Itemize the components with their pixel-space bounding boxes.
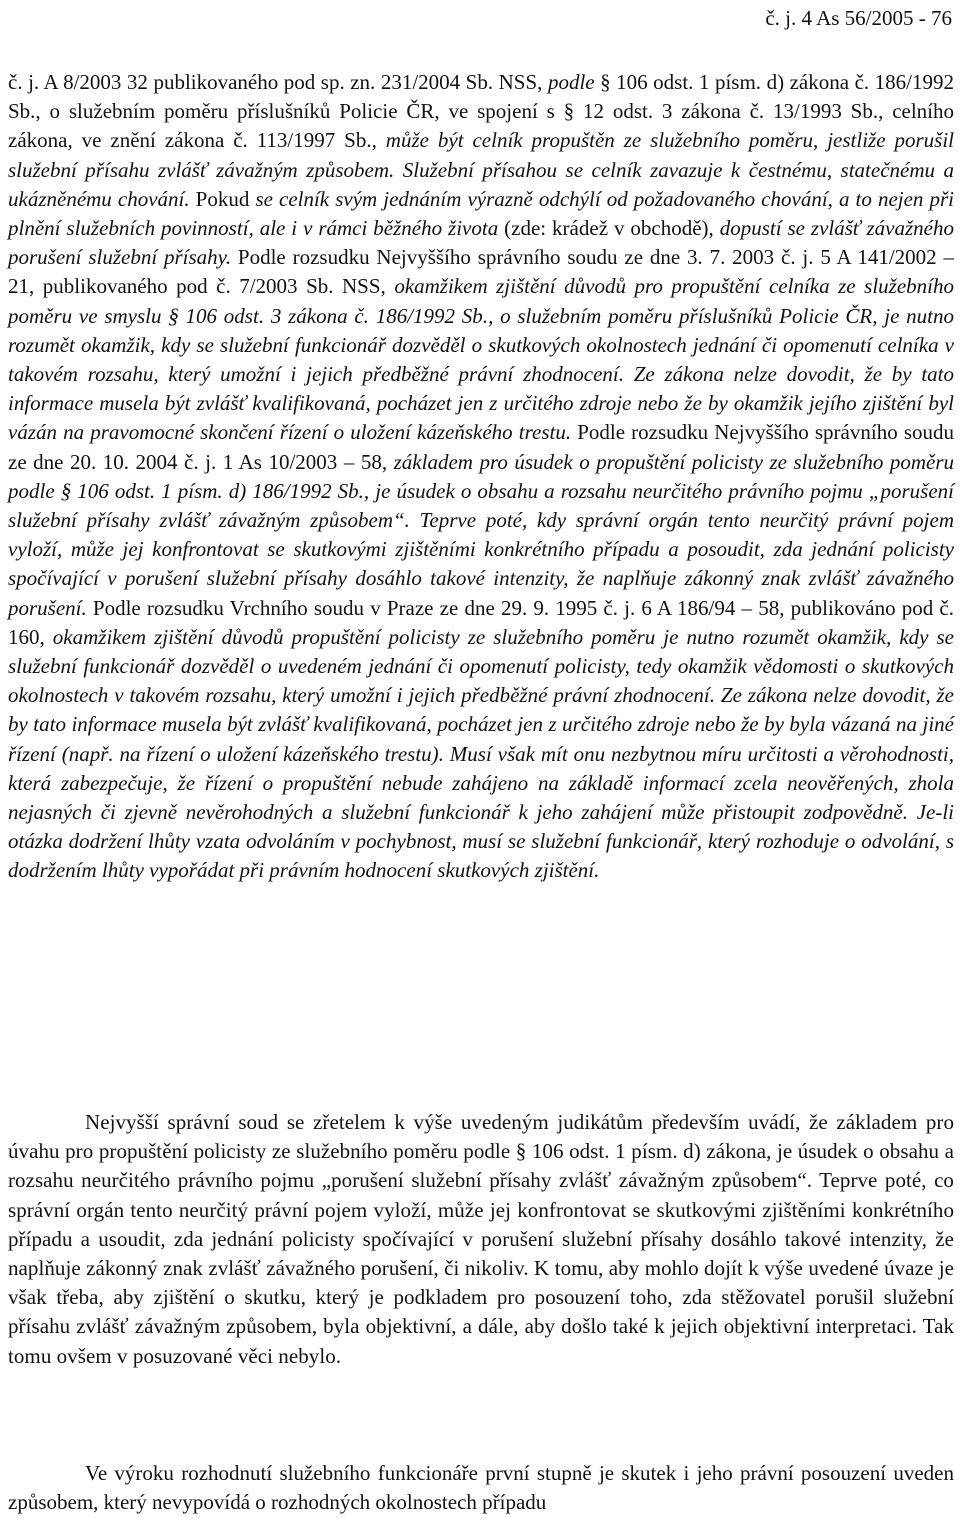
quote-segment: (zde: krádež v obchodě), — [498, 216, 720, 241]
quote-segment: Podle rozsudku Nejvyššího správního soudu ze dne 20. 10. 2004 č. j. 1 As 10/2003 – 58, — [8, 420, 954, 474]
body-paragraph-2: Ve výroku rozhodnutí služebního funkcionáře první stupně je skutek i jeho právní posouzení uveden způsobem, který nevypovídá o rozhodných okolnostech případu — [8, 1461, 954, 1515]
quote-segment: Podle rozsudku Nejvyššího správního soudu ze dne 3. 7. 2003 č. j. 5 A 141/2002 – 21, publikovaného pod č. 7/2003 Sb. NSS, — [8, 245, 954, 299]
quote-segment: podle — [547, 70, 595, 94]
quote-segment: § 106 odst. 1 písm. d) zákona č. 186/1992 Sb., o služebním poměru příslušníků Policie ČR, ve spojení s § 12 odst. 3 zákona č. 13/1993 Sb., celního zákona, ve znění zákona č. 113/1997 Sb. — [8, 70, 954, 153]
quote-segment: okamžikem zjištění důvodů pro propuštění celníka ze služebního poměru ve smyslu § 106 odst. 3 zákona č. 186/1992 Sb. — [8, 274, 954, 328]
quoted-case-law-block — [8, 68, 954, 886]
quote-segment: dopustí se zvlášť závažného porušení služební přísahy. — [8, 216, 954, 270]
quote-segment: se celník svým jednáním výrazně odchýlí od požadovaného chování, a to nejen při plnění služebních povinností, ale i v rámci běžného života — [8, 186, 955, 241]
quote-segment: Pokud — [189, 186, 256, 211]
quote-segment: základem pro úsudek o propuštění policisty ze služebního poměru podle § 106 odst. 1 písm. d) 186/1992 Sb., je úsudek o obsahu a rozsahu neurčitého právního pojmu „porušení služební přísahy zvlášť závažným způsobem“. Teprve poté, kdy správní orgán tento neurčitý právní pojem vyloží, může jej konfrontovat se skutkovými zjištěními konkrétního případu a posoudit, zda jednání policisty spočívající v porušení služební přísahy dosáhlo takové intenzity, že naplňuje zákonný znak zvlášť závažného porušení. — [8, 449, 954, 620]
quote-segment: okamžikem zjištění důvodů propuštění policisty ze služebního poměru je nutno rozumět okamžik, kdy se služební funkcionář dozvěděl o uvedeném jednání či opomenutí policisty, tedy okamžik vědomosti o skutkových okolnostech v takovém rozsahu, který umožní i jejich předběžné právní zhodnocení. Ze zákona nelze dovodit, že by tato informace musela být zvlášť kvalifikovaná, pocházet jen z určitého zdroje nebo že by byla vázaná na jiné řízení (např. na řízení o uložení kázeňského trestu). Musí však mít onu nezbytnou míru určitosti a věrohodnosti, která zabezpečuje, že řízení o propuštění nebude zahájeno na základě informací zcela neověřených, zhola nejasných či zjevně nevěrohodných a služební funkcionář k jeho zahájení může přistoupit zodpovědně. Je-li otázka dodržení lhůty vzata odvoláním v pochybnost, musí se služební funkcionář, který rozhoduje o odvolání, s dodržením lhůty vypořádat při právním hodnocení skutkových zjištění. — [8, 624, 954, 883]
quote-segment: , o služebním poměru příslušníků Policie ČR, je nutno rozumět okamžik, kdy se služební funkcionář dozvěděl o skutkových okolnostech jednání či opomenutí celníka v takovém rozsahu, který umožní i jejich předběžné právní zhodnocení. Ze zákona nelze dovodit, že by tato informace musela být zvlášť kvalifikovaná, pocházet jen z určitého zdroje nebo že by okamžik jejího zjištění byl vázán na pravomocné skončení řízení o uložení kázeňského trestu. — [8, 303, 955, 445]
body-paragraph-1: Nejvyšší správní soud se zřetelem k výše uvedeným judikátům především uvádí, že základem pro úvahu pro propuštění policisty ze služebního poměru podle § 106 odst. 1 písm. d) zákona, je úsudek o obsahu a rozsahu neurčitého právního pojmu „porušení služební přísahy zvlášť závažným způsobem“. Teprve poté, co správní orgán tento neurčitý právní pojem vyloží, může jej konfrontovat se skutkovými zjištěními konkrétního případu a usoudit, zda jednání policisty spočívající v porušení služební přísahy dosáhlo takové intenzity, že naplňuje zákonný znak zvlášť závažného porušení, či nikoliv. K tomu, aby mohlo dojít k výše uvedené úvaze je však třeba, aby zjištění o skutku, který je podkladem pro posouzení toho, zda stěžovatel porušil služební přísahu zvlášť závažným způsobem, byla objektivní, a dále, aby došlo také k jejich objektivní interpretaci. Tak tomu ovšem v posuzované věci nebylo. — [8, 1110, 954, 1368]
quote-segment: Podle rozsudku Vrchního soudu v Praze ze dne 29. 9. 1995 č. j. 6 A 186/94 – 58, publikováno pod č. 160, — [8, 595, 954, 649]
quote-segment: , může být celník propuštěn ze služebního poměru, jestliže porušil služební přísahu zvlášť závažným způsobem. Služební přísahou se celník zavazuje k čestnému, statečnému a ukázněnému chování. — [8, 128, 954, 211]
quote-segment: č. j. A 8/2003 32 publikovaného pod sp. zn. 231/2004 Sb. NSS, — [8, 70, 548, 94]
case-number-header: č. j. 4 As 56/2005 - 76 — [765, 6, 952, 30]
